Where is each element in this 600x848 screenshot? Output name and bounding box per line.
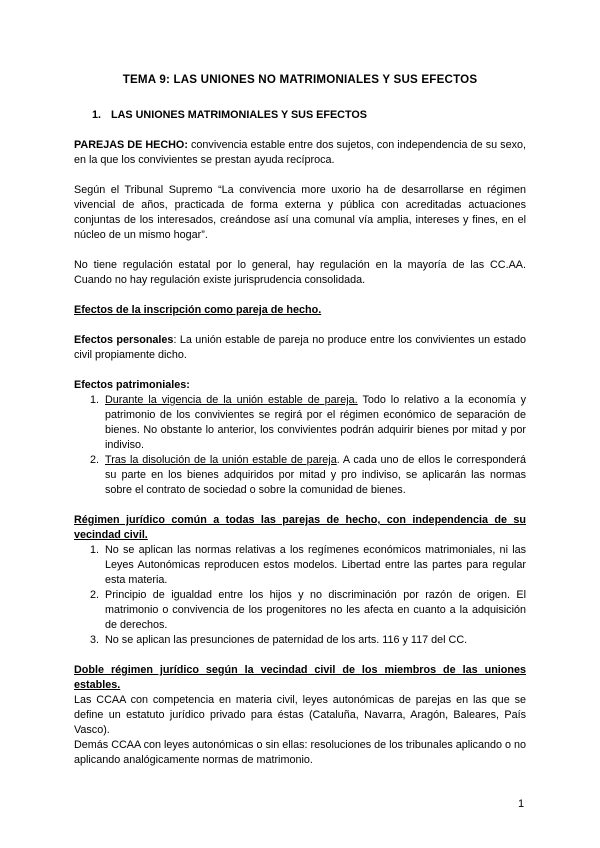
definition-text: convivencia estable entre dos sujetos, con independencia de su sexo, en la que los convivientes se prestan ayuda recíproca. [74,139,526,166]
list-item-text: No se aplican las normas relativas a los regímenes económicos matrimoniales, ni las Leyes Autonómicas reproducen estos modelos. Libertad entre las partes para regular esta materia. [105,544,526,586]
page-number: 1 [518,798,525,810]
list-item-number: 1. [90,544,100,556]
efectos-patrimoniales-label: Efectos patrimoniales: [74,379,190,391]
document-title: TEMA 9: LAS UNIONES NO MATRIMONIALES Y SUS EFECTOS [122,73,478,86]
section-number: 1. [92,109,102,121]
doble-regimen-paragraph-2: Demás CCAA con leyes autonómicas o sin ellas: resoluciones de los tribunales aplicando o no aplicando analógicamente normas de matrimonio. [74,739,526,766]
regimen-comun-heading: Régimen jurídico común a todas las parejas de hecho, con independencia de su vecindad civil. [74,514,526,541]
list-item [74,543,526,588]
section-heading [92,108,526,123]
list-item [74,588,526,633]
doble-regimen-heading: Doble régimen jurídico según la vecindad civil de los miembros de las uniones estables. [74,664,526,691]
list-item-number: 2. [90,454,100,466]
list-item [74,633,526,648]
efectos-personales-label: Efectos personales [74,334,174,346]
list-item [74,453,526,498]
list-item-text: No se aplican las presunciones de paternidad de los arts. 116 y 117 del CC. [105,634,468,646]
definition-term: PAREJAS DE HECHO: [74,139,188,151]
supreme-court-quote: Según el Tribunal Supremo “La convivencia more uxorio ha de desarrollarse en régimen vivencial de años, practicada de forma externa y pública con acreditadas actuaciones conjuntas de los interesados, creándose así una comunal vía amplia, intereses y fines, en el núcleo de un mismo hogar”. [74,184,526,241]
list-item-lead: Durante la vigencia de la unión estable de pareja. [105,394,358,406]
section-heading-text: LAS UNIONES MATRIMONIALES Y SUS EFECTOS [111,109,367,121]
list-item-text: . A cada uno de ellos le corresponderá su parte en los bienes adquiridos por mitad y pro indiviso, se aplicarán las normas sobre el contrato de sociedad o sobre la comunidad de bienes. [105,454,526,496]
definition-paragraph [74,138,526,168]
regimen-comun-list [74,543,526,648]
doble-regimen-paragraph-1: Las CCAA con competencia en materia civil, leyes autonómicas de parejas en las que se define un estatuto jurídico privado para éstas (Cataluña, Navarra, Aragón, Baleares, País Vasco). [74,694,526,736]
list-item [74,393,526,453]
list-item-lead: Tras la disolución de la unión estable de pareja [105,454,337,466]
efectos-personales-paragraph [74,333,526,363]
efectos-heading: Efectos de la inscripción como pareja de hecho. [74,304,322,316]
list-item-text: Todo lo relativo a la economía y patrimonio de los convivientes se regirá por el régimen económico de separación de bienes. No obstante lo anterior, los convivientes podrán adquirir bienes por mitad y por indiviso. [105,394,526,451]
efectos-personales-text: : La unión estable de pareja no produce entre los convivientes un estado civil propiamente dicho. [74,334,526,361]
list-item-text: Principio de igualdad entre los hijos y no discriminación por razón de origen. El matrimonio o convivencia de los progenitores no les afecta en cuanto a la adquisición de derechos. [105,589,526,631]
efectos-patrimoniales-list [74,393,526,498]
list-item-number: 3. [90,634,100,646]
regulation-paragraph: No tiene regulación estatal por lo general, hay regulación en la mayoría de las CC.AA. Cuando no hay regulación existe jurisprudencia consolidada. [74,259,526,286]
list-item-number: 1. [90,394,100,406]
document-body [74,108,526,768]
list-item-number: 2. [90,589,100,601]
